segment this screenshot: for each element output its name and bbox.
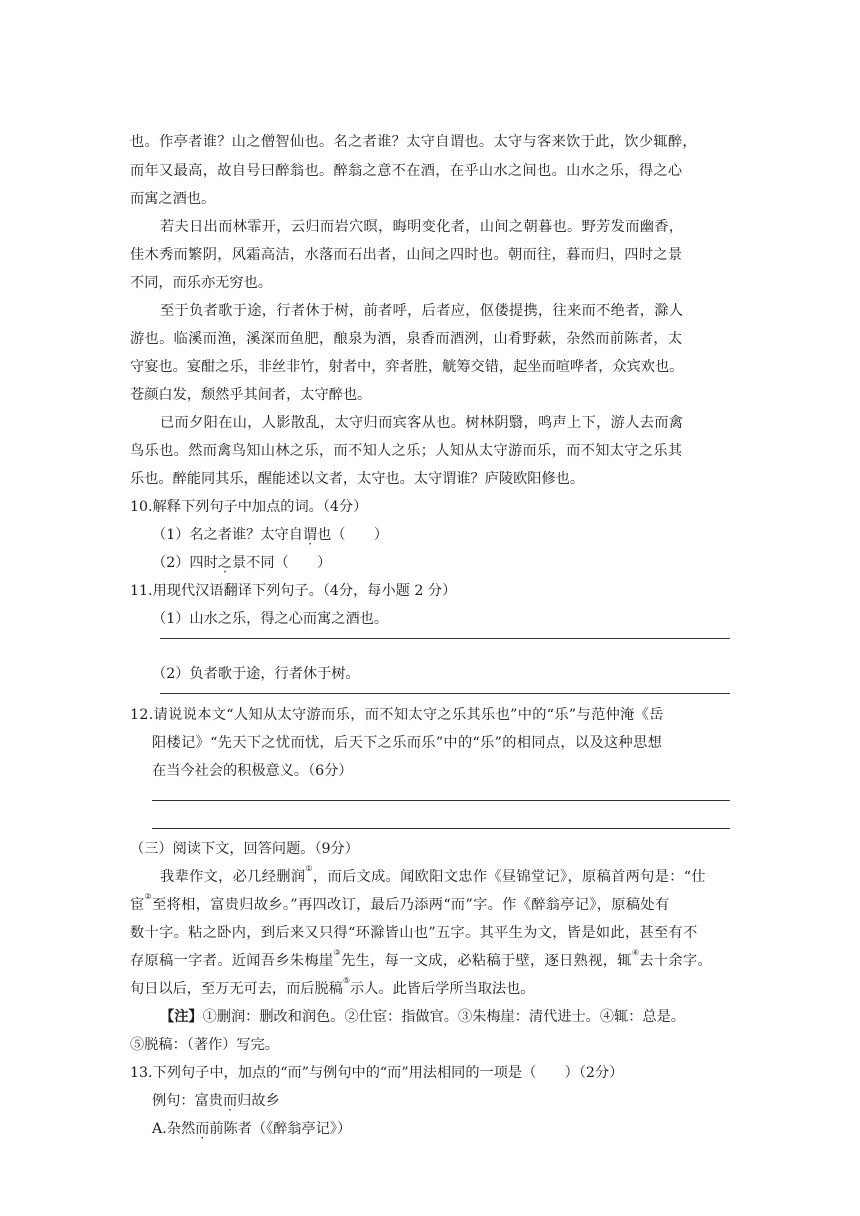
reading-line: 我辈作文，必几经删润①，而后文成。闻欧阳文忠作《昼锦堂记》，原稿首两句是：“仕 — [160, 864, 706, 885]
passage-line: 不同，而乐亦无穷也。 — [130, 275, 272, 291]
passage-line: 若夫日出而林霏开，云归而岩穴暝，晦明变化者，山间之朝暮也。野芳发而幽香， — [160, 219, 684, 235]
question-10-stem: 10.解释下列句子中加点的词。（4分） — [130, 499, 368, 515]
reading-line: 宦②至将相，富贵归故乡。”再四改订，最后乃添两“而”字。作《醉翁亭记》，原稿处有 — [130, 892, 670, 913]
passage-line: 至于负者歌于途，行者休于树，前者呼，后者应，伛偻提携，往来而不绝者，滁人 — [160, 303, 684, 319]
passage-line: 已而夕阳在山，人影散乱，太守归而宾客从也。树林阴翳，鸣声上下，游人去而禽 — [160, 415, 684, 431]
section-3-heading: （三）阅读下文，回答问题。（9分） — [130, 841, 359, 857]
question-13-example: 例句：富贵而归故乡 — [152, 1093, 280, 1109]
dotted-word: 谓 — [302, 527, 318, 543]
notes-line: ⑤脱稿：（著作）写完。 — [130, 1037, 279, 1053]
passage-line: 而年又最高，故自号曰醉翁也。醉翁之意不在酒，在乎山水之间也。山水之乐，得之心 — [130, 163, 683, 179]
question-10-item-1: （1）名之者谁？太守自谓也（ ） — [152, 527, 389, 543]
passage-line: 苍颜白发，颓然乎其间者，太守醉也。 — [130, 387, 372, 403]
question-12-line: 在当今社会的积极意义。（6分） — [152, 763, 353, 779]
answer-line[interactable] — [160, 693, 730, 694]
passage-line: 守宴也。宴酣之乐，非丝非竹，射者中，弈者胜，觥筹交错，起坐而喧哗者，众宾欢也。 — [130, 359, 684, 375]
passage-line: 乐也。醉能同其乐，醒能述以文者，太守也。太守谓谁？庐陵欧阳修也。 — [130, 471, 585, 487]
dotted-word: 而 — [195, 1121, 210, 1137]
reading-line: 数十字。粘之卧内，到后来又只得“环滁皆山也”五字。其平生为文，皆是如此，甚至有不 — [130, 925, 698, 941]
question-13-option-a[interactable]: A.杂然而前陈者（《醉翁亭记》） — [152, 1121, 352, 1137]
question-12-line: 阳楼记》“先天下之忧而忧，后天下之乐而乐”中的“乐”的相同点，以及这种思想 — [152, 735, 663, 751]
question-12-line: 12.请说说本文“人知从太守游而乐，而不知太守之乐其乐也”中的“乐”与范仲淹《岳 — [130, 707, 664, 723]
passage-line: 游也。临溪而渔，溪深而鱼肥，酿泉为酒，泉香而酒洌，山肴野蔌，杂然而前陈者，太 — [130, 331, 683, 347]
passage-line: 也。作亭者谁？山之僧智仙也。名之者谁？太守自谓也。太守与客来饮于此，饮少辄醉， — [130, 134, 697, 150]
question-11-item-1: （1）山水之乐，得之心而寓之酒也。 — [152, 611, 389, 627]
passage-line: 而寓之酒也。 — [130, 191, 216, 207]
question-11-stem: 11.用现代汉语翻译下列句子。（4分，每小题 2 分） — [130, 583, 457, 599]
passage-line: 鸟乐也。然而禽鸟知山林之乐，而不知人之乐；人知从太守游而乐，而不知太守之乐其 — [130, 443, 683, 459]
answer-line[interactable] — [160, 638, 730, 639]
question-13-stem: 13.下列句子中，加点的“而”与例句中的“而”用法相同的一项是（ ）（2分） — [130, 1065, 624, 1081]
notes-line: 【注】①删润：删改和润色。②仕宦：指做官。③朱梅崖：清代进士。④辄：总是。 — [160, 1009, 685, 1025]
answer-line[interactable] — [152, 828, 730, 829]
answer-line[interactable] — [152, 800, 730, 801]
question-10-item-2: （2）四时之景不同（ ） — [152, 555, 332, 571]
reading-line: 存原稿一字者。近闻吾乡朱梅崖③先生，每一文成，必粘稿于壁，逐日熟视，辄④去十余字。 — [130, 948, 713, 969]
dotted-word: 之 — [217, 555, 232, 571]
question-11-item-2: （2）负者歌于途，行者休于树。 — [152, 666, 360, 682]
reading-line: 旬日以后，至万无可去，而后脱稿⑤示人。此皆后学所当取法也。 — [130, 976, 535, 997]
passage-line: 佳木秀而繁阴，风霜高洁，水落而石出者，山间之四时也。朝而往，暮而归，四时之景 — [130, 247, 683, 263]
dotted-word: 而 — [222, 1093, 238, 1109]
